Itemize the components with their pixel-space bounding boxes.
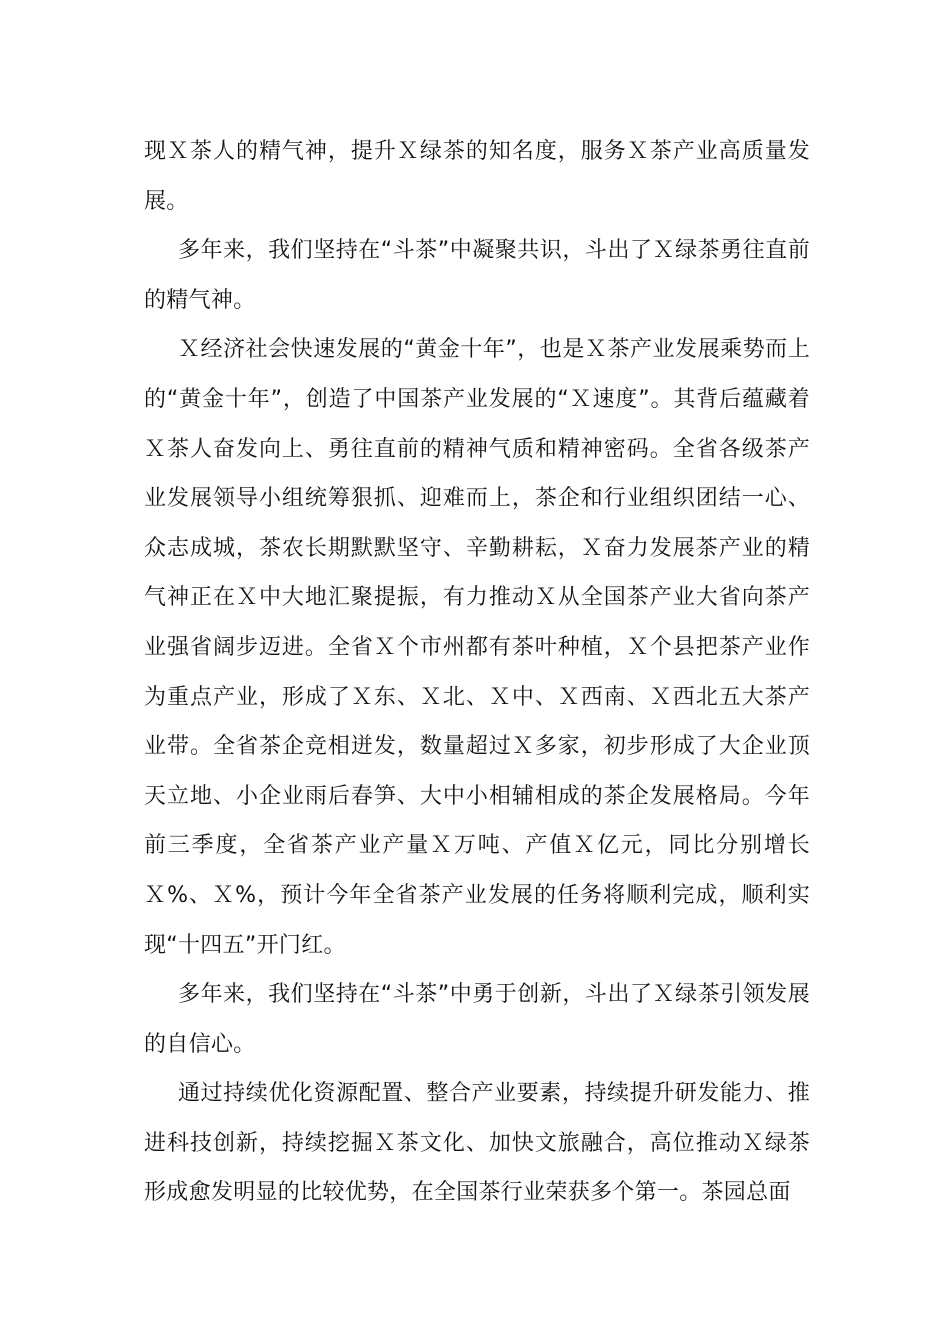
paragraph-2: 多年来，我们坚持在“斗茶”中凝聚共识，斗出了Ｘ绿茶勇往直前的精气神。 [144, 238, 810, 313]
paragraph-3: Ｘ经济社会快速发展的“黄金十年”，也是Ｘ茶产业发展乘势而上的“黄金十年”，创造了中国茶产业发展的“Ｘ速度”。其背后蕴藏着Ｘ茶人奋发向上、勇往直前的精神气质和精神密码。全省各级茶产业发展领导小组统筹狠抓、迎难而上，茶企和行业组织团结一心、众志成城，茶农长期默默坚守、辛勤耕耘，Ｘ奋力发展茶产业的精气神正在Ｘ中大地汇聚提振，有力推动Ｘ从全国茶产业大省向茶产业强省阔步迈进。全省Ｘ个市州都有茶叶种植，Ｘ个县把茶产业作为重点产业，形成了Ｘ东、Ｘ北、Ｘ中、Ｘ西南、Ｘ西北五大茶产业带。全省茶企竞相迸发，数量超过Ｘ多家，初步形成了大企业顶天立地、小企业雨后春笋、大中小相辅相成的茶企发展格局。今年前三季度，全省茶产业产量Ｘ万吨、产值Ｘ亿元，同比分别增长Ｘ%、Ｘ%，预计今年全省茶产业发展的任务将顺利完成，顺利实现“十四五”开门红。 [144, 337, 810, 958]
document-body [144, 127, 810, 1218]
paragraph-1: 现Ｘ茶人的精气神，提升Ｘ绿茶的知名度，服务Ｘ茶产业高质量发展。 [144, 139, 810, 214]
paragraph-5: 通过持续优化资源配置、整合产业要素，持续提升研发能力、推进科技创新，持续挖掘Ｘ茶文化、加快文旅融合，高位推动Ｘ绿茶形成愈发明显的比较优势，在全国茶行业荣获多个第一。茶园总面 [144, 1081, 810, 1206]
paragraph-4: 多年来，我们坚持在“斗茶”中勇于创新，斗出了Ｘ绿茶引领发展的自信心。 [144, 982, 810, 1057]
